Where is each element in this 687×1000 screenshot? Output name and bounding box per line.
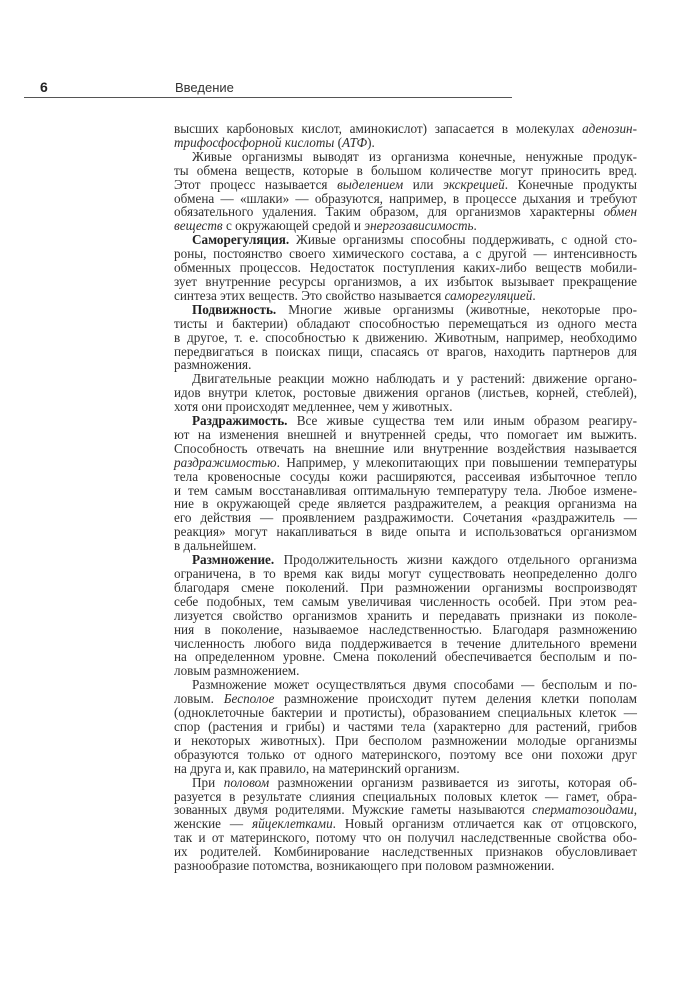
text-run: высших карбоновых кислот, аминокислот) запасается в молекулах: [174, 121, 583, 136]
text-run: передвигаться в поисках пищи, спасаясь от врагов, находить партнеров для: [174, 343, 637, 359]
text-line: [174, 609, 637, 623]
text-run: Этот процесс называется: [174, 176, 338, 192]
text-run: обменных процессов. Недостаток поступления каких-либо веществ мобили-: [174, 260, 637, 276]
text-line: [174, 192, 637, 206]
text-line: [174, 219, 637, 233]
text-line: [174, 623, 637, 637]
text-run: При: [192, 774, 224, 790]
run-in-heading: Размножение.: [192, 552, 275, 568]
text-line: [174, 122, 637, 136]
emphasized-term: веществ: [174, 218, 223, 234]
text-run: роны, постоянство своего химического состава, а с другой — интенсивность: [174, 246, 637, 262]
text-run: или: [403, 176, 444, 192]
text-run: обмена — «шлаки» — образуются, например, в процессе дыхания и требуют: [174, 190, 637, 206]
text-run: (: [334, 134, 343, 150]
text-run: размножения.: [174, 357, 252, 373]
text-line: [174, 595, 637, 609]
text-line: [174, 637, 637, 651]
text-line: [174, 164, 637, 178]
text-line: [174, 456, 637, 470]
text-run: ловым.: [174, 691, 224, 707]
text-line: [174, 539, 637, 553]
text-line: [174, 692, 637, 706]
text-run: ловым размножением.: [174, 663, 300, 679]
text-run: реакция» могут накапливаться в виде опыта и использоваться организмом: [174, 524, 637, 540]
emphasized-term: обмен: [603, 204, 637, 220]
text-run: Способность отвечать на внешние или внутренние воздействия называется: [174, 440, 637, 456]
text-line: [174, 400, 637, 414]
text-line: [174, 303, 637, 317]
text-run: их родителей. Комбинирование наследственных признаков обусловливает: [174, 844, 637, 860]
text-run: .: [532, 287, 536, 303]
text-line: [174, 414, 637, 428]
paragraph: [174, 414, 637, 553]
text-run: обязательного удаления. Таким образом, для организмов характерны: [174, 204, 604, 220]
emphasized-term: трифосфосфорной кислоты: [174, 134, 335, 150]
text-line: [174, 664, 637, 678]
text-run: ют на изменения внешней и внутренней среды, что помогает им выжить.: [174, 426, 637, 442]
paragraph: [174, 776, 637, 873]
text-run: (одноклеточные бактерии и протисты), образованием специальных клеток —: [174, 705, 637, 721]
text-line: [174, 372, 637, 386]
text-line: [174, 178, 637, 192]
text-run: Продолжительность жизни каждого отдельного организма: [274, 552, 637, 568]
text-run: его действия — проявлением раздражимости. Сочетания «раздражитель —: [174, 510, 637, 526]
emphasized-term: сперматозоидами: [532, 802, 634, 818]
text-run: так и от материнского, потому что он получил наследственные свойства обо-: [174, 830, 637, 846]
page-number: 6: [40, 79, 48, 95]
emphasized-term: аденозин-: [582, 121, 637, 136]
run-in-heading: Раздражимость.: [192, 413, 288, 429]
text-run: синтеза этих веществ. Это свойство называется: [174, 287, 445, 303]
text-run: в дальнейшем.: [174, 538, 257, 554]
text-run: ние в окружающей среде является раздражителем, а реакция организма на: [174, 496, 637, 512]
text-run: Живые организмы способны поддерживать, с одной сто-: [289, 232, 637, 248]
text-line: [174, 776, 637, 790]
text-run: Многие живые организмы (животные, некоторые про-: [276, 301, 637, 317]
text-line: [174, 790, 637, 804]
text-run: Все живые существа тем или иным образом реагиру-: [287, 413, 637, 429]
paragraph: [174, 372, 637, 414]
text-line: [174, 358, 637, 372]
text-line: [174, 762, 637, 776]
emphasized-term: АТФ: [342, 134, 368, 150]
text-run: .: [473, 218, 477, 234]
text-line: [174, 331, 637, 345]
text-line: [174, 511, 637, 525]
body-text: [174, 122, 637, 873]
text-line: [174, 317, 637, 331]
text-run: ния в поколение, называемое наследственностью. Благодаря размножению: [174, 621, 637, 637]
text-line: [174, 136, 637, 150]
paragraph: [174, 553, 637, 678]
text-run: благодаря смене поколений. При размножении организмы воспроизводят: [174, 579, 637, 595]
text-line: [174, 581, 637, 595]
text-line: [174, 748, 637, 762]
text-line: [174, 803, 637, 817]
text-run: зованных двумя родителями. Мужские гаметы называются: [174, 802, 533, 818]
text-run: размножение происходит путем деления клетки пополам: [274, 691, 638, 707]
text-line: [174, 567, 637, 581]
text-run: и некоторых животных). При бесполом размножении молодые организмы: [174, 732, 637, 748]
text-run: ты обмена веществ, которые в большом количестве могут приносить вред.: [174, 162, 637, 178]
text-line: [174, 275, 637, 289]
text-line: [174, 484, 637, 498]
text-run: тела кровеносные сосуды кожи расширяются, рассеивая избыточное тепло: [174, 468, 637, 484]
emphasized-term: саморегуляцией: [444, 287, 533, 303]
paragraph: [174, 303, 637, 373]
paragraph: [174, 678, 637, 775]
text-run: женские —: [174, 816, 252, 832]
text-line: [174, 706, 637, 720]
text-run: Двигательные реакции можно наблюдать и у растений: движение органо-: [192, 371, 637, 387]
text-line: [174, 525, 637, 539]
text-line: [174, 345, 637, 359]
text-run: . Новый организм отличается как от отцовского,: [332, 816, 637, 832]
emphasized-term: Бесполое: [223, 691, 275, 707]
text-run: лизуется свойство организмов хранить и передавать признаки из поколе-: [174, 607, 637, 623]
text-run: ограничена, в то время как виды могут существовать неопределенно долго: [174, 566, 637, 581]
text-line: [174, 261, 637, 275]
text-line: [174, 150, 637, 164]
text-line: [174, 734, 637, 748]
text-run: в другое, т. е. способностью к движению. Животным, например, необходимо: [174, 329, 637, 345]
text-run: тисты и бактерии) обладают способностью перемещаться из одного места: [174, 315, 637, 331]
text-run: размножении организм развивается из зиготы, которая об-: [269, 774, 637, 790]
text-line: [174, 470, 637, 484]
header-rule: [24, 97, 512, 98]
paragraph: [174, 150, 637, 233]
text-run: себе подобных, тем самым увеличивая численность особей. При этом реа-: [174, 593, 637, 609]
text-line: [174, 442, 637, 456]
emphasized-term: выделением: [337, 176, 404, 192]
text-run: и тем самым восстанавливая оптимальную температуру тела. Любое измене-: [174, 482, 637, 498]
text-line: [174, 650, 637, 664]
text-line: [174, 233, 637, 247]
text-line: [174, 289, 637, 303]
paragraph: [174, 233, 637, 303]
text-run: . Например, у млекопитающих при повышении температуры: [276, 454, 637, 470]
text-line: [174, 720, 637, 734]
text-line: [174, 678, 637, 692]
emphasized-term: яйцеклетками: [252, 816, 333, 832]
text-run: Живые организмы выводят из организма конечные, ненужные продук-: [192, 148, 637, 164]
run-in-heading: Подвижность.: [192, 301, 277, 317]
text-run: на друга и, как правило, на материнский организм.: [174, 760, 460, 776]
text-line: [174, 386, 637, 400]
text-run: разнообразие потомства, возникающего при половом размножении.: [174, 858, 555, 874]
text-run: ).: [367, 134, 375, 150]
text-run: разуется в результате слияния специальных половых клеток — гамет, обра-: [174, 788, 637, 804]
running-title: Введение: [175, 80, 234, 95]
emphasized-term: экскрецией: [443, 176, 505, 192]
text-run: с окружающей средой и: [222, 218, 365, 234]
text-line: [174, 831, 637, 845]
text-run: численность любого вида поддерживается в течение длительного времени: [174, 635, 637, 651]
text-run: идов внутри клеток, ростовые движения органов (листьев, корней, стеблей),: [174, 385, 637, 401]
paragraph: [174, 122, 637, 150]
text-run: на определенном уровне. Смена поколений обеспечивается бесполым и по-: [174, 649, 637, 665]
run-in-heading: Саморегуляция.: [192, 232, 290, 248]
text-run: хотя они происходят медленнее, чем у животных.: [174, 399, 453, 415]
text-run: спор (растения и грибы) и частями тела (характерно для растений, грибов: [174, 718, 637, 734]
text-line: [174, 817, 637, 831]
text-line: [174, 497, 637, 511]
text-line: [174, 428, 637, 442]
text-line: [174, 205, 637, 219]
text-line: [174, 247, 637, 261]
text-line: [174, 859, 637, 873]
text-line: [174, 553, 637, 567]
emphasized-term: раздражимостью: [174, 454, 277, 470]
text-run: . Конечные продукты: [504, 176, 637, 192]
text-run: зует внутренние ресурсы организмов, а их избыток вызывает прекращение: [174, 273, 637, 289]
emphasized-term: половом: [223, 774, 270, 790]
emphasized-term: энергозависимость: [364, 218, 474, 234]
text-run: образуются только от одного материнского, поэтому все они похожи друг: [174, 746, 637, 762]
text-run: ,: [633, 802, 637, 818]
text-run: Размножение может осуществляться двумя способами — бесполым и по-: [192, 677, 637, 693]
text-line: [174, 845, 637, 859]
